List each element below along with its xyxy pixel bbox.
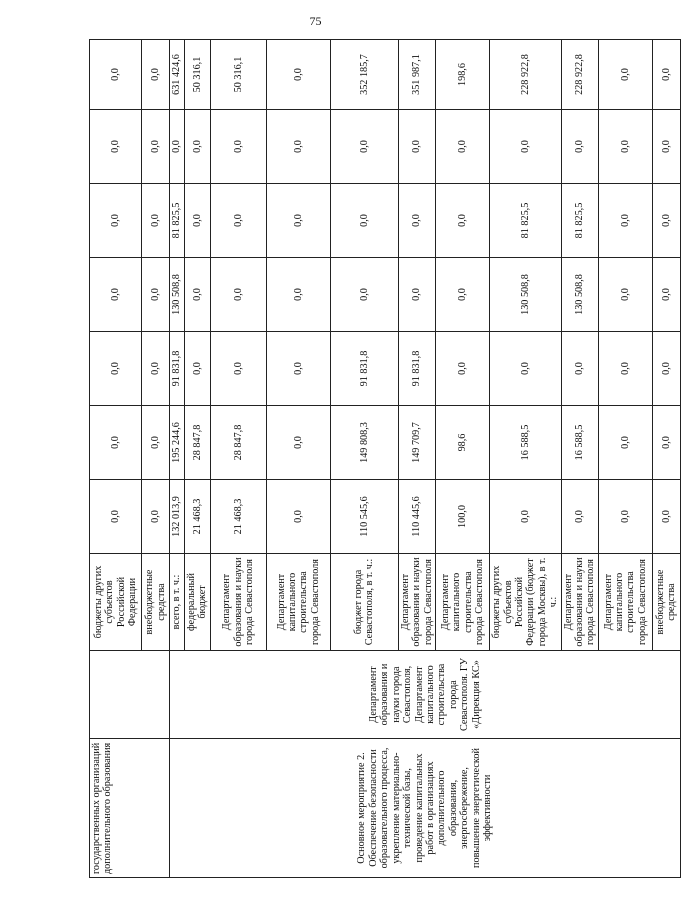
value-cell: 28 847,8 <box>210 406 266 480</box>
value-cell: 91 831,8 <box>170 332 185 406</box>
value-cell: 0,0 <box>210 258 266 332</box>
source-cell: бюджет города Севастополя, в т. ч.: <box>330 554 398 651</box>
source-cell: Департамент капитального строительства города Севастополя <box>598 554 652 651</box>
value-cell: 0,0 <box>210 184 266 258</box>
table-row <box>170 40 185 878</box>
value-cell: 0,0 <box>330 258 398 332</box>
value-cell: 0,0 <box>330 184 398 258</box>
value-cell: 28 847,8 <box>185 406 211 480</box>
value-cell: 198,6 <box>436 40 490 110</box>
value-cell: 21 468,3 <box>185 480 211 554</box>
value-cell: 0,0 <box>652 332 680 406</box>
value-cell: 0,0 <box>90 40 142 110</box>
source-cell: бюджеты других субъектов Российской Федерации (бюджет города Москвы), в т. ч.: <box>490 554 562 651</box>
value-cell: 0,0 <box>90 480 142 554</box>
value-cell: 0,0 <box>210 110 266 184</box>
value-cell: 0,0 <box>436 184 490 258</box>
program-cell: Основное мероприятие 2. Обеспечение безопасности образовательного процесса, укрепление материально-технической базы, проведение капитальных работ в организациях дополнительного образования, энергосбережение, повышение энергетической эффективности <box>170 739 681 878</box>
value-cell: 0,0 <box>90 406 142 480</box>
value-cell: 91 831,8 <box>330 332 398 406</box>
value-cell: 0,0 <box>652 406 680 480</box>
value-cell: 351 987,1 <box>398 40 435 110</box>
value-cell: 0,0 <box>90 332 142 406</box>
value-cell: 16 588,5 <box>490 406 562 480</box>
value-cell: 81 825,5 <box>561 184 598 258</box>
value-cell: 0,0 <box>652 40 680 110</box>
budget-table <box>89 39 681 878</box>
value-cell: 0,0 <box>142 406 170 480</box>
value-cell: 0,0 <box>90 110 142 184</box>
value-cell: 0,0 <box>185 110 211 184</box>
value-cell: 16 588,5 <box>561 406 598 480</box>
value-cell: 0,0 <box>142 258 170 332</box>
value-cell: 0,0 <box>142 332 170 406</box>
value-cell: 0,0 <box>398 110 435 184</box>
value-cell: 0,0 <box>170 110 185 184</box>
source-cell: Департамент образования и науки города Севастополя <box>210 554 266 651</box>
program-cell: государственных организаций дополнительного образования <box>90 739 170 878</box>
source-cell: Департамент образования и науки города Севастополя <box>561 554 598 651</box>
value-cell: 0,0 <box>90 184 142 258</box>
value-cell: 0,0 <box>652 184 680 258</box>
value-cell: 631 424,6 <box>170 40 185 110</box>
value-cell: 0,0 <box>142 110 170 184</box>
value-cell: 0,0 <box>398 184 435 258</box>
value-cell: 98,6 <box>436 406 490 480</box>
value-cell: 0,0 <box>598 480 652 554</box>
value-cell: 0,0 <box>185 332 211 406</box>
value-cell: 130 508,8 <box>490 258 562 332</box>
table-row <box>90 40 142 878</box>
value-cell: 0,0 <box>90 258 142 332</box>
value-cell: 228 922,8 <box>561 40 598 110</box>
source-cell: Департамент капитального строительства города Севастополя <box>266 554 330 651</box>
value-cell: 130 508,8 <box>170 258 185 332</box>
value-cell: 149 709,7 <box>398 406 435 480</box>
value-cell: 110 445,6 <box>398 480 435 554</box>
rotated-table-wrapper <box>89 40 678 878</box>
executor-cell <box>90 651 170 739</box>
value-cell: 132 013,9 <box>170 480 185 554</box>
value-cell: 21 468,3 <box>210 480 266 554</box>
value-cell: 0,0 <box>185 258 211 332</box>
value-cell: 130 508,8 <box>561 258 598 332</box>
value-cell: 81 825,5 <box>170 184 185 258</box>
value-cell: 0,0 <box>652 258 680 332</box>
value-cell: 0,0 <box>598 110 652 184</box>
value-cell: 0,0 <box>142 40 170 110</box>
value-cell: 195 244,6 <box>170 406 185 480</box>
value-cell: 0,0 <box>598 40 652 110</box>
value-cell: 0,0 <box>142 480 170 554</box>
value-cell: 0,0 <box>598 184 652 258</box>
executor-cell: Департамент образования и науки города Севастополя, Департамент капитального строительства города Севастополя. ГУ «Дирекция КС» <box>170 651 681 739</box>
value-cell: 0,0 <box>490 110 562 184</box>
value-cell: 0,0 <box>266 480 330 554</box>
value-cell: 0,0 <box>561 110 598 184</box>
value-cell: 50 316,1 <box>210 40 266 110</box>
value-cell: 0,0 <box>266 184 330 258</box>
value-cell: 0,0 <box>436 258 490 332</box>
value-cell: 0,0 <box>436 110 490 184</box>
value-cell: 0,0 <box>266 258 330 332</box>
source-cell: внебюджетные средства <box>652 554 680 651</box>
value-cell: 81 825,5 <box>490 184 562 258</box>
source-cell: внебюджетные средства <box>142 554 170 651</box>
value-cell: 0,0 <box>652 480 680 554</box>
source-cell: бюджеты других субъектов Российской Федерации <box>90 554 142 651</box>
value-cell: 0,0 <box>490 332 562 406</box>
value-cell: 0,0 <box>598 258 652 332</box>
value-cell: 149 808,3 <box>330 406 398 480</box>
value-cell: 0,0 <box>561 332 598 406</box>
source-cell: федеральный бюджет <box>185 554 211 651</box>
value-cell: 50 316,1 <box>185 40 211 110</box>
value-cell: 0,0 <box>266 40 330 110</box>
value-cell: 228 922,8 <box>490 40 562 110</box>
value-cell: 0,0 <box>266 406 330 480</box>
value-cell: 0,0 <box>330 110 398 184</box>
value-cell: 0,0 <box>398 258 435 332</box>
value-cell: 100,0 <box>436 480 490 554</box>
value-cell: 0,0 <box>142 184 170 258</box>
value-cell: 110 545,6 <box>330 480 398 554</box>
value-cell: 0,0 <box>490 480 562 554</box>
value-cell: 0,0 <box>185 184 211 258</box>
value-cell: 0,0 <box>652 110 680 184</box>
value-cell: 0,0 <box>266 110 330 184</box>
value-cell: 0,0 <box>266 332 330 406</box>
value-cell: 0,0 <box>436 332 490 406</box>
page-number: 75 <box>309 14 322 28</box>
value-cell: 0,0 <box>210 332 266 406</box>
source-cell: всего, в т. ч.: <box>170 554 185 651</box>
value-cell: 352 185,7 <box>330 40 398 110</box>
value-cell: 0,0 <box>561 480 598 554</box>
value-cell: 91 831,8 <box>398 332 435 406</box>
source-cell: Департамент капитального строительства города Севастополя <box>436 554 490 651</box>
value-cell: 0,0 <box>598 406 652 480</box>
source-cell: Департамент образования и науки города Севастополя <box>398 554 435 651</box>
value-cell: 0,0 <box>598 332 652 406</box>
